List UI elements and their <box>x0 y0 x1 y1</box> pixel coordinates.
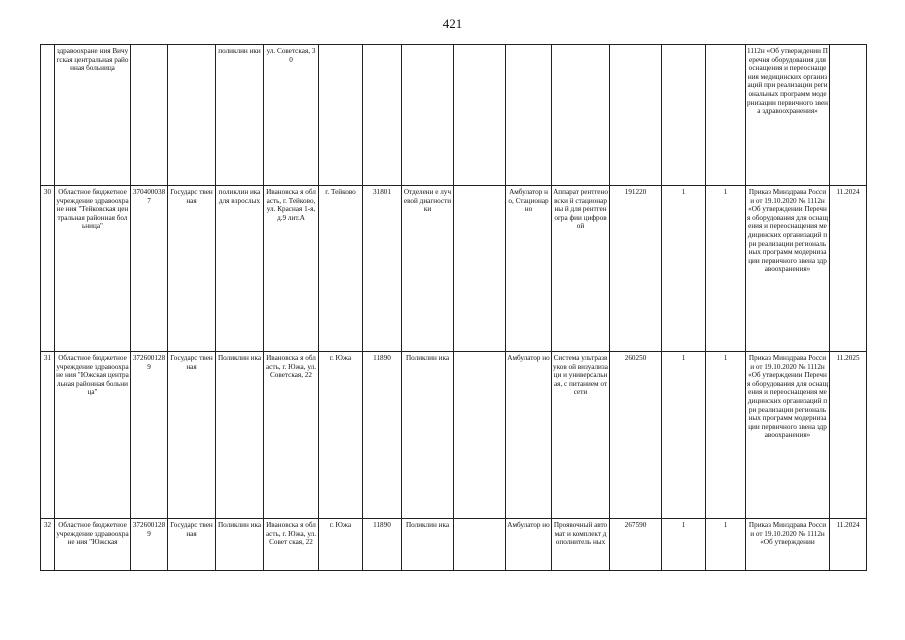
equipment-table <box>40 44 867 571</box>
cell-qty1: 1 <box>662 186 706 352</box>
cell-org: Областное бюджетное учреждение здравоохране ния "Южская центральная районная больница" <box>55 352 131 519</box>
cell-qty2: 1 <box>706 186 746 352</box>
cell-care: Амбулатор но <box>506 352 552 519</box>
cell-address: Ивановска я область, г. Тейково, ул. Красная 1-я, д.9 лит.А <box>264 186 319 352</box>
cell-division: Поликлин ика <box>216 352 264 519</box>
cell-equipment <box>552 45 610 186</box>
cell-ownership: Государс твенная <box>168 519 216 571</box>
cell-qty2: 1 <box>706 519 746 571</box>
cell-date: 11.2024 <box>830 186 867 352</box>
cell-ownership: Государс твенная <box>168 186 216 352</box>
cell-okpd <box>610 45 662 186</box>
cell-qty1 <box>662 45 706 186</box>
cell-date: 11.2024 <box>830 519 867 571</box>
table-row <box>41 352 867 519</box>
cell-date: 11.2025 <box>830 352 867 519</box>
cell-division: Поликлин ика <box>216 519 264 571</box>
cell-blank <box>454 352 506 519</box>
cell-blank <box>454 45 506 186</box>
cell-org: Областное бюджетное учреждение здравоохране ния "Южская <box>55 519 131 571</box>
cell-ownership: Государс твенная <box>168 352 216 519</box>
cell-dept <box>402 45 454 186</box>
cell-num: 31 <box>41 352 55 519</box>
cell-dept: Поликлин ика <box>402 519 454 571</box>
cell-date <box>830 45 867 186</box>
cell-locality: г. Тейково <box>319 186 363 352</box>
cell-blank <box>454 186 506 352</box>
cell-address: Ивановска я область, г. Южа, ул. Советская, 22 <box>264 352 319 519</box>
cell-num: 32 <box>41 519 55 571</box>
cell-care: Амбулатор но, Стационар но <box>506 186 552 352</box>
cell-division: поликлин ика для взрослых <box>216 186 264 352</box>
cell-locality: г. Южа <box>319 352 363 519</box>
cell-okpd: 191220 <box>610 186 662 352</box>
cell-qty2 <box>706 45 746 186</box>
cell-address: ул. Советская, 30 <box>264 45 319 186</box>
cell-ogrn <box>131 45 168 186</box>
table-row <box>41 45 867 186</box>
cell-address: Ивановска я область, г. Южа, ул.Совет ская, 22 <box>264 519 319 571</box>
cell-code: 31801 <box>363 186 402 352</box>
cell-order: 1112н «Об утверждении Перечня оборудования для оснащения и переоснащения медицинских организаций при реализации региональных программ модернизации первичного звена здравоохранения» <box>746 45 830 186</box>
cell-ogrn: 3726001289 <box>131 352 168 519</box>
cell-qty2: 1 <box>706 352 746 519</box>
cell-qty1: 1 <box>662 352 706 519</box>
cell-care <box>506 45 552 186</box>
cell-locality: г. Южа <box>319 519 363 571</box>
cell-okpd: 260250 <box>610 352 662 519</box>
cell-order: Приказ Минздрава России от 19.10.2020 № 1112н «Об утверждении Перечня оборудования для оснащения и переоснащения медицинских организаций при реализации региональных программ модернизации первичного звена здравоохранения» <box>746 352 830 519</box>
cell-ownership <box>168 45 216 186</box>
table-row <box>41 519 867 571</box>
cell-dept: Поликлин ика <box>402 352 454 519</box>
cell-care: Амбулатор но <box>506 519 552 571</box>
cell-ogrn: 3726001289 <box>131 519 168 571</box>
cell-dept: Отделени е лучевой диагности ки <box>402 186 454 352</box>
table-row <box>41 186 867 352</box>
cell-ogrn: 3704000387 <box>131 186 168 352</box>
page-number: 421 <box>442 16 463 31</box>
cell-qty1: 1 <box>662 519 706 571</box>
cell-org: здравоохране ния Вичугская центральная районная больница <box>55 45 131 186</box>
cell-equipment: Аппарат рентгеновски й стационарны й для рентгеногра фии цифровой <box>552 186 610 352</box>
cell-code: 11890 <box>363 519 402 571</box>
cell-locality <box>319 45 363 186</box>
cell-okpd: 267590 <box>610 519 662 571</box>
cell-order: Приказ Минздрава России от 19.10.2020 № 1112н «Об утверждении Перечня оборудования для оснащения и переоснащения медицинских организаций при реализации региональных программ модернизации первичного звена здравоохранения» <box>746 186 830 352</box>
cell-code: 11890 <box>363 352 402 519</box>
cell-equipment: Система ультразвуков ой визуализаци и универсальн ая, с питанием от сети <box>552 352 610 519</box>
cell-org: Областное бюджетное учреждение здравоохране ния "Тейковская центральная районная больница" <box>55 186 131 352</box>
cell-division: поликлин ики <box>216 45 264 186</box>
cell-num: 30 <box>41 186 55 352</box>
cell-blank <box>454 519 506 571</box>
cell-order: Приказ Минздрава России от 19.10.2020 № 1112н «Об утверждении <box>746 519 830 571</box>
cell-num <box>41 45 55 186</box>
cell-equipment: Проявочный автомат и комплект дополнитель ных <box>552 519 610 571</box>
cell-code <box>363 45 402 186</box>
